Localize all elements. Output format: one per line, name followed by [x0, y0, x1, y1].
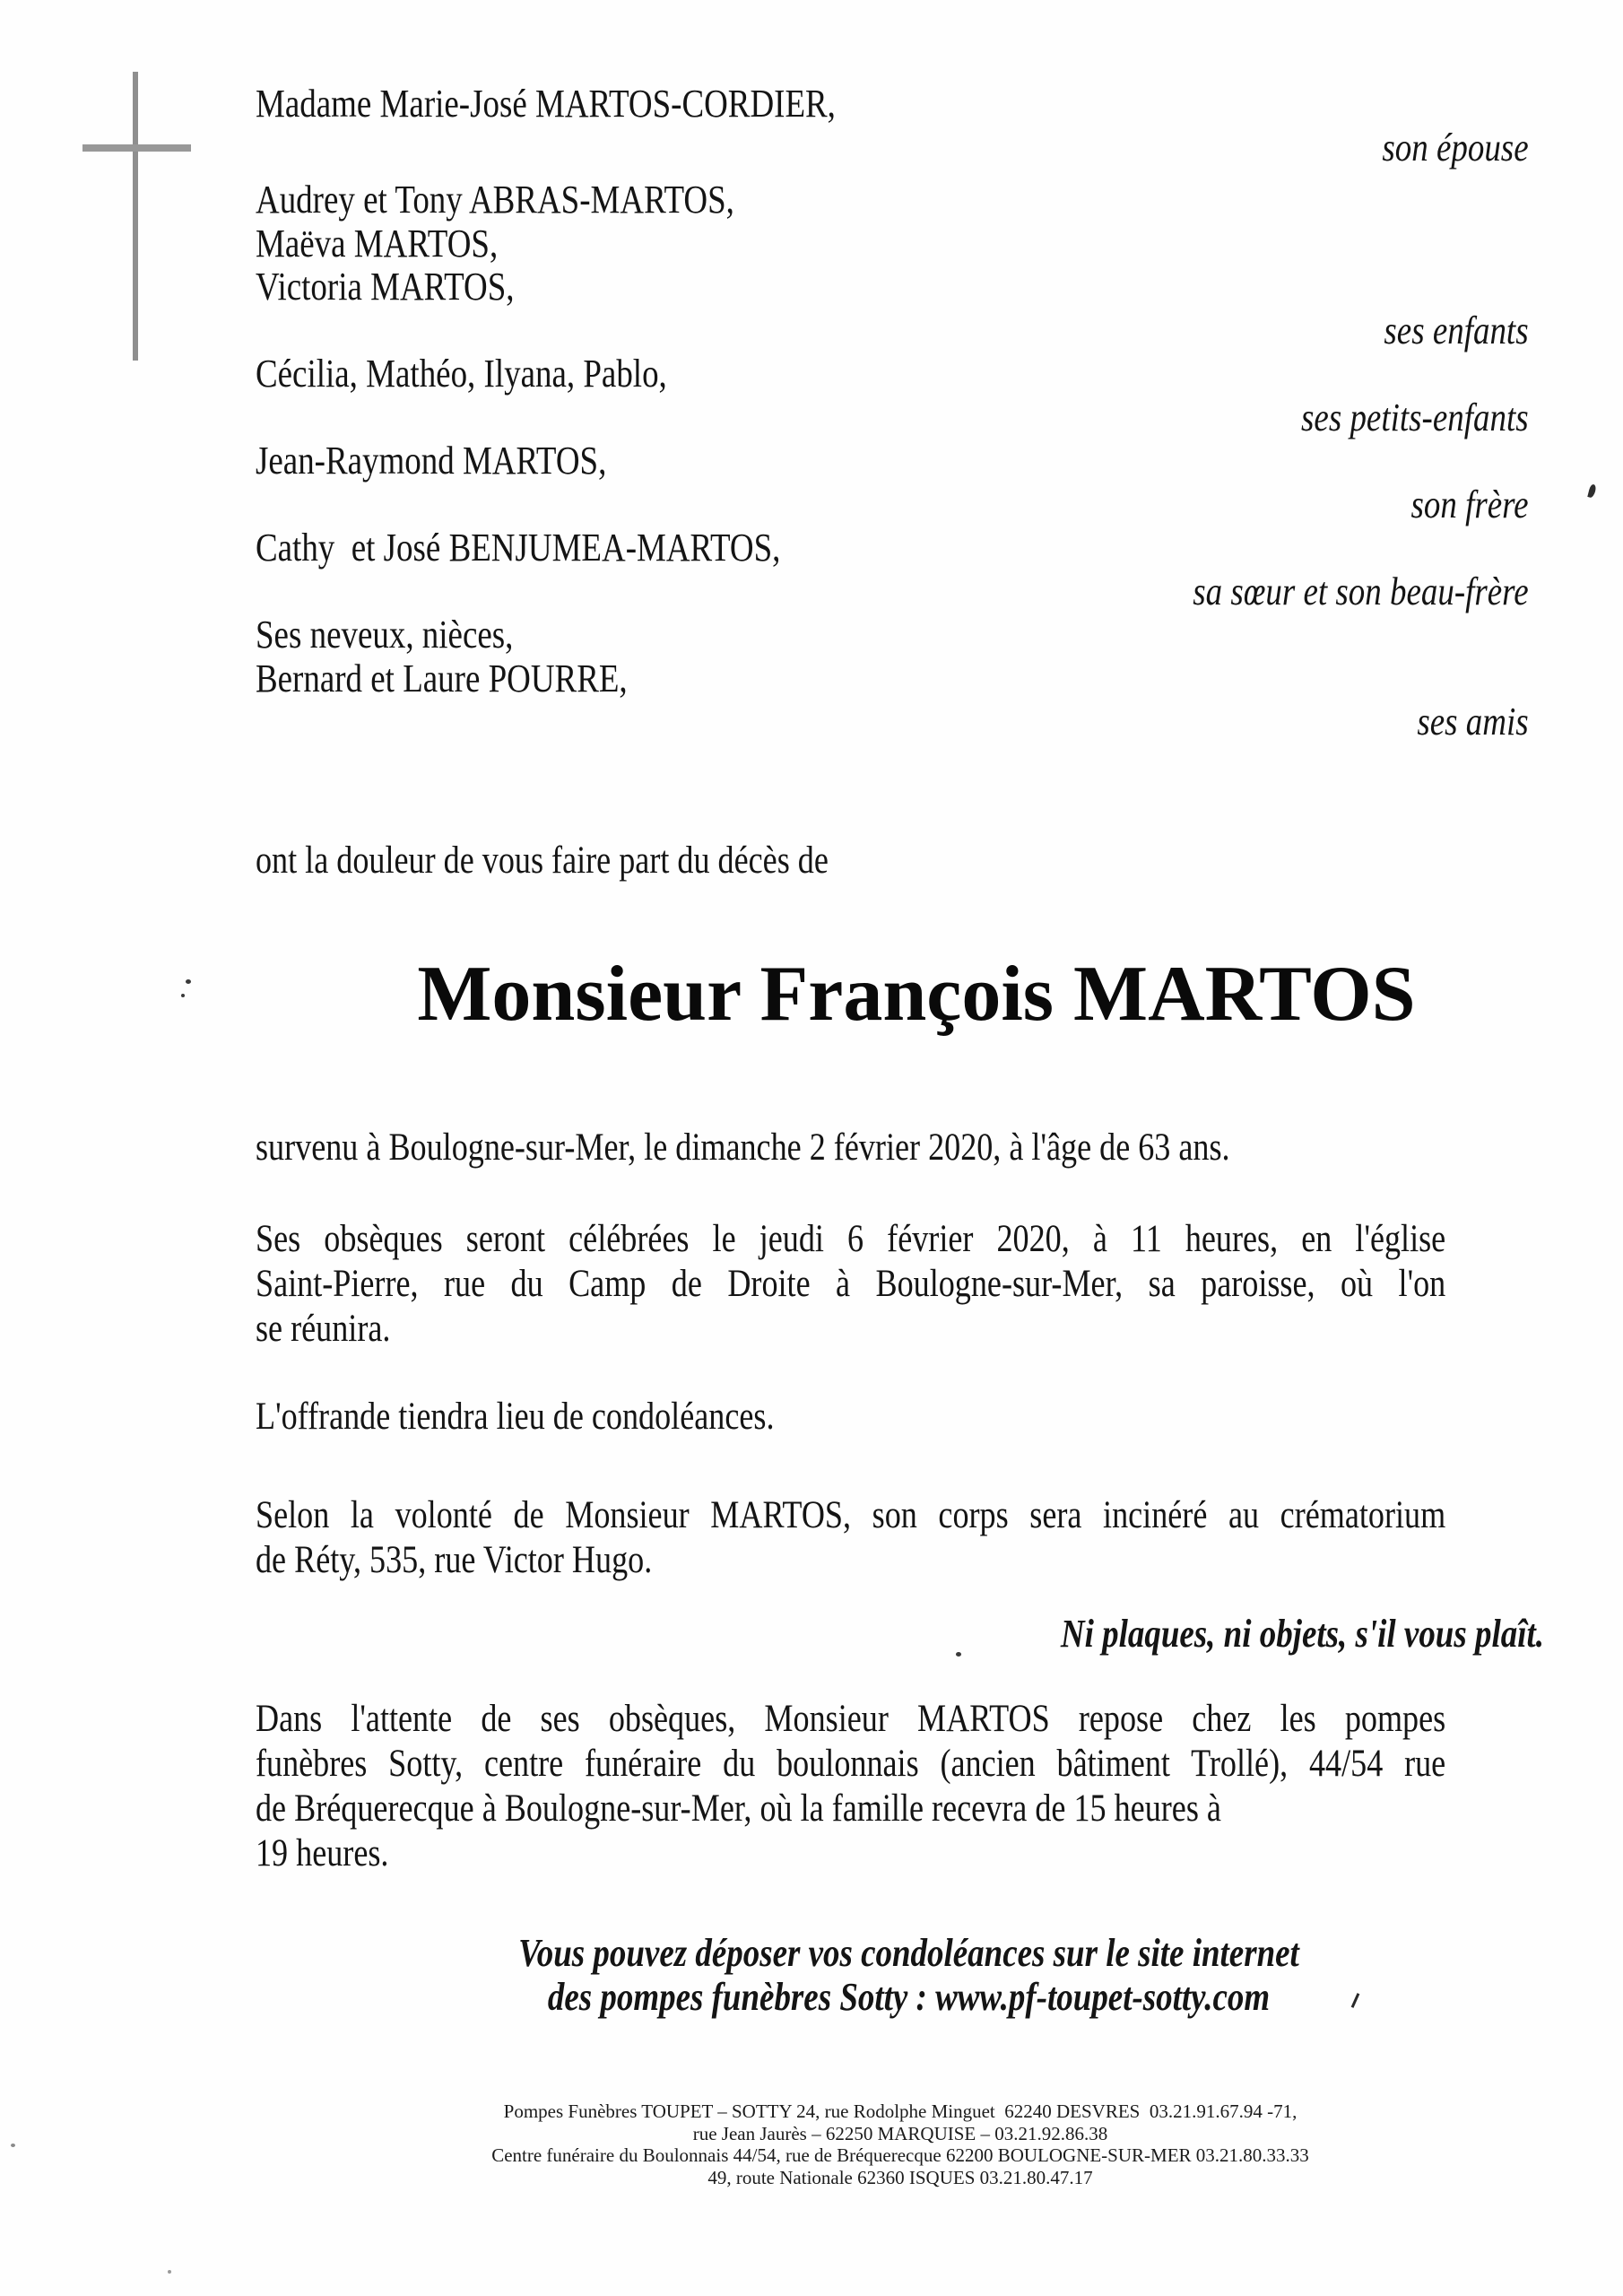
scan-artifact-comma — [1587, 483, 1596, 498]
announcement-intro-line: ont la douleur de vous faire part du décès de — [256, 839, 829, 882]
repose-line: de Bréquerecque à Boulogne-sur-Mer, où la famille recevra de 15 heures à — [256, 1787, 1221, 1830]
family-line: Maëva MARTOS, — [256, 221, 499, 265]
family-line: Madame Marie-José MARTOS-CORDIER, — [256, 82, 836, 126]
death-details-line: survenu à Boulogne-sur-Mer, le dimanche 2 février 2020, à l'âge de 63 ans. — [256, 1126, 1230, 1169]
website-url: des pompes funèbres Sotty : www.pf-toupet-sotty.com — [547, 1975, 1271, 2019]
scan-speck — [956, 1652, 961, 1657]
repose-line: 19 heures. — [256, 1832, 389, 1874]
family-line: Jean-Raymond MARTOS, — [256, 439, 607, 483]
funeral-home-footer — [256, 2100, 1545, 2188]
relation-label: ses enfants — [1384, 308, 1529, 352]
cremation-paragraph — [256, 1493, 1445, 1583]
funeral-details-paragraph — [256, 1217, 1445, 1352]
relation-label: sa sœur et son beau-frère — [1193, 569, 1529, 613]
repose-paragraph — [256, 1697, 1445, 1876]
online-condolences-notice — [256, 1931, 1560, 2019]
no-plaques-request-line: Ni plaques, ni objets, s'il vous plaît. — [1060, 1612, 1544, 1656]
footer-address-line: Centre funéraire du Boulonnais 44/54, rue de Bréquerecque 62200 BOULOGNE-SUR-MER 03.21.80.33.33 — [491, 2144, 1309, 2166]
memorial-cross-icon — [0, 0, 233, 377]
scan-speck — [168, 2270, 171, 2274]
cross-vertical-bar — [133, 72, 138, 361]
deceased-name-title: Monsieur François MARTOS — [417, 951, 1416, 1038]
footer-address-line: Pompes Funèbres TOUPET – SOTTY 24, rue Rodolphe Minguet 62240 DESVRES 03.21.91.67.94 -71, — [503, 2100, 1298, 2122]
relation-label: son frère — [1410, 482, 1529, 526]
funeral-details-line: se réunira. — [256, 1308, 391, 1350]
funeral-details-line: Saint-Pierre, rue du Camp de Droite à Boulogne-sur-Mer, sa paroisse, où l'on — [256, 1263, 1446, 1305]
relation-label: ses petits-enfants — [1301, 395, 1529, 439]
cremation-line: Selon la volonté de Monsieur MARTOS, son corps sera incinéré au crématorium — [256, 1494, 1446, 1536]
repose-line: Dans l'attente de ses obsèques, Monsieur MARTOS repose chez les pompes — [256, 1698, 1446, 1740]
cross-horizontal-bar — [82, 144, 191, 152]
repose-line: funèbres Sotty, centre funéraire du boulonnais (ancien bâtiment Trollé), 44/54 rue — [256, 1743, 1446, 1785]
family-line: Cécilia, Mathéo, Ilyana, Pablo, — [256, 352, 667, 396]
condolences-line: Vous pouvez déposer vos condoléances sur le site internet — [518, 1931, 1299, 1975]
footer-address-line: 49, route Nationale 62360 ISQUES 03.21.80.47.17 — [707, 2166, 1093, 2188]
funeral-details-line: Ses obsèques seront célébrées le jeudi 6 février 2020, à 11 heures, en l'église — [256, 1218, 1446, 1260]
family-line: Audrey et Tony ABRAS-MARTOS, — [256, 178, 734, 222]
cremation-line: de Réty, 535, rue Victor Hugo. — [256, 1539, 653, 1581]
footer-address-line: rue Jean Jaurès – 62250 MARQUISE – 03.21.92.86.38 — [692, 2122, 1108, 2144]
scan-speck — [11, 2144, 15, 2147]
family-line: Victoria MARTOS, — [256, 265, 515, 309]
scan-speck — [186, 979, 191, 984]
family-line: Ses neveux, nièces, — [256, 613, 514, 657]
family-line: Cathy et José BENJUMEA-MARTOS, — [256, 526, 781, 570]
scan-speck — [181, 994, 185, 997]
relation-label: ses amis — [1417, 700, 1529, 744]
family-line: Bernard et Laure POURRE, — [256, 656, 628, 700]
relation-label: son épouse — [1382, 125, 1529, 170]
offering-line: L'offrande tiendra lieu de condoléances. — [256, 1396, 775, 1438]
family-relations-block — [256, 83, 1529, 744]
